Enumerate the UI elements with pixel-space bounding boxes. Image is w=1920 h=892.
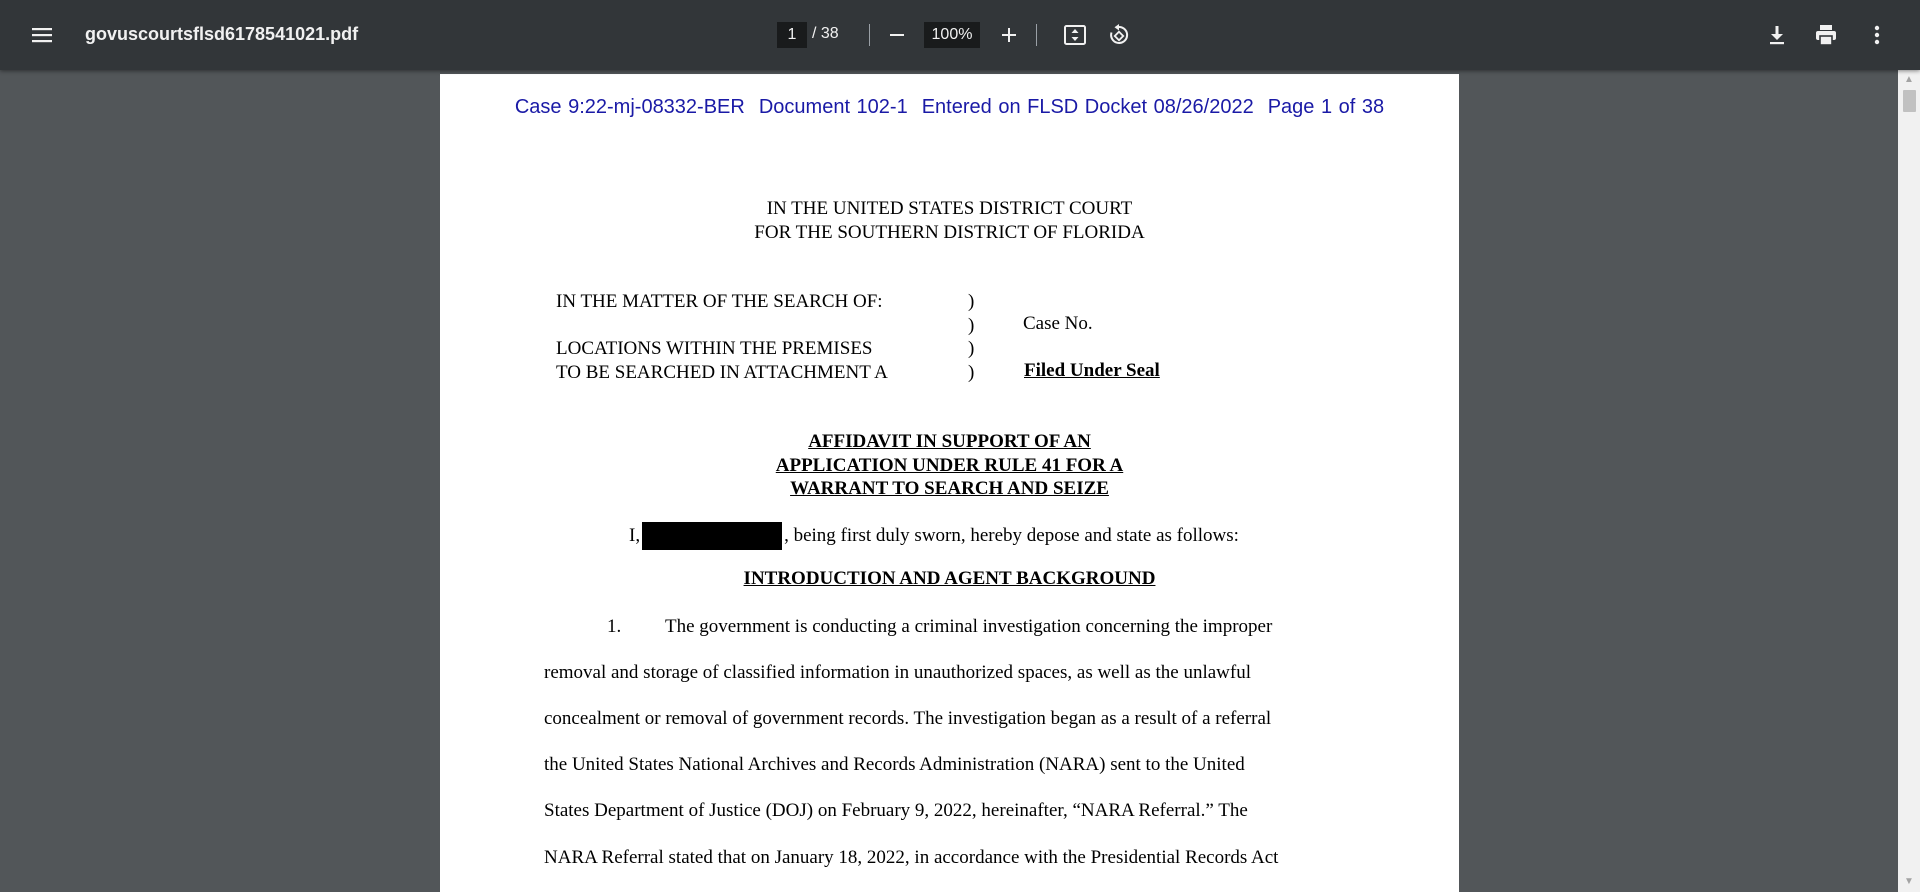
toolbar-divider (1036, 24, 1037, 46)
caption-parentheses (968, 290, 974, 384)
sworn-prefix: I, (629, 525, 641, 546)
zoom-in-icon[interactable] (991, 17, 1027, 53)
menu-icon[interactable] (24, 17, 60, 53)
court-line-2: FOR THE SOUTHERN DISTRICT OF FLORIDA (754, 222, 1145, 243)
docket-header (440, 96, 1459, 119)
header-case: Case 9:22-mj-08332-BER (514, 96, 745, 118)
matter-line-3: TO BE SEARCHED IN ATTACHMENT A (556, 361, 888, 383)
redaction-block (642, 522, 782, 550)
pdf-toolbar (0, 0, 1920, 70)
paragraph-number: 1. (607, 616, 622, 637)
scroll-down-icon[interactable]: ▼ (1904, 876, 1914, 887)
vertical-scrollbar[interactable] (1898, 70, 1920, 892)
body-line: removal and storage of classified information in unauthorized spaces, as well as the unlawful (544, 662, 1251, 683)
body-line: concealment or removal of government records. The investigation began as a result of a referral (544, 708, 1272, 729)
section-heading: INTRODUCTION AND AGENT BACKGROUND (743, 568, 1156, 589)
matter-line-1: IN THE MATTER OF THE SEARCH OF: (556, 291, 883, 312)
affidavit-line-1: AFFIDAVIT IN SUPPORT OF AN (808, 431, 1091, 452)
print-icon[interactable] (1808, 17, 1844, 53)
body-line: NARA Referral stated that on January 18, 2022, in accordance with the Presidential Records Act (544, 847, 1279, 868)
court-line-1: IN THE UNITED STATES DISTRICT COURT (766, 198, 1133, 219)
zoom-out-icon[interactable] (879, 17, 915, 53)
paren: ) (968, 291, 975, 312)
scroll-thumb[interactable] (1903, 90, 1916, 112)
sworn-suffix: , being first duly sworn, hereby depose and state as follows: (784, 525, 1239, 546)
matter-caption (556, 290, 888, 384)
body-line: the United States National Archives and Records Administration (NARA) sent to the United (544, 754, 1245, 775)
paren: ) (968, 314, 975, 336)
filed-under-seal: Filed Under Seal (1024, 360, 1160, 381)
page-number-input[interactable]: 1 (777, 22, 807, 48)
paren: ) (968, 361, 975, 383)
toolbar-divider (869, 24, 870, 46)
sworn-statement (629, 522, 1239, 550)
pdf-viewer[interactable] (0, 70, 1898, 892)
fit-page-icon[interactable] (1057, 17, 1093, 53)
paren: ) (968, 338, 975, 359)
affidavit-line-2: APPLICATION UNDER RULE 41 FOR A (775, 454, 1124, 476)
header-page: Page 1 of 38 (1267, 96, 1385, 118)
body-line: States Department of Justice (DOJ) on February 9, 2022, hereinafter, “NARA Referral.” The (544, 800, 1248, 821)
affidavit-title (440, 430, 1459, 501)
header-document: Document 102-1 (758, 96, 908, 118)
page-total: / 38 (812, 25, 839, 42)
zoom-level-input[interactable]: 100% (924, 22, 980, 48)
affidavit-line-3: WARRANT TO SEARCH AND SEIZE (790, 478, 1109, 499)
court-caption (440, 197, 1459, 245)
download-icon[interactable] (1759, 17, 1795, 53)
more-vert-icon[interactable] (1859, 17, 1895, 53)
case-number-label: Case No. (1023, 313, 1093, 334)
matter-line-2: LOCATIONS WITHIN THE PREMISES (556, 338, 873, 359)
scroll-up-icon[interactable]: ▲ (1904, 74, 1914, 85)
pdf-page (440, 74, 1459, 892)
body-line: The government is conducting a criminal investigation concerning the improper (665, 616, 1273, 637)
header-entered: Entered on FLSD Docket 08/26/2022 (921, 96, 1254, 118)
document-title: govuscourtsflsd6178541021.pdf (85, 24, 359, 44)
rotate-icon[interactable] (1101, 17, 1137, 53)
